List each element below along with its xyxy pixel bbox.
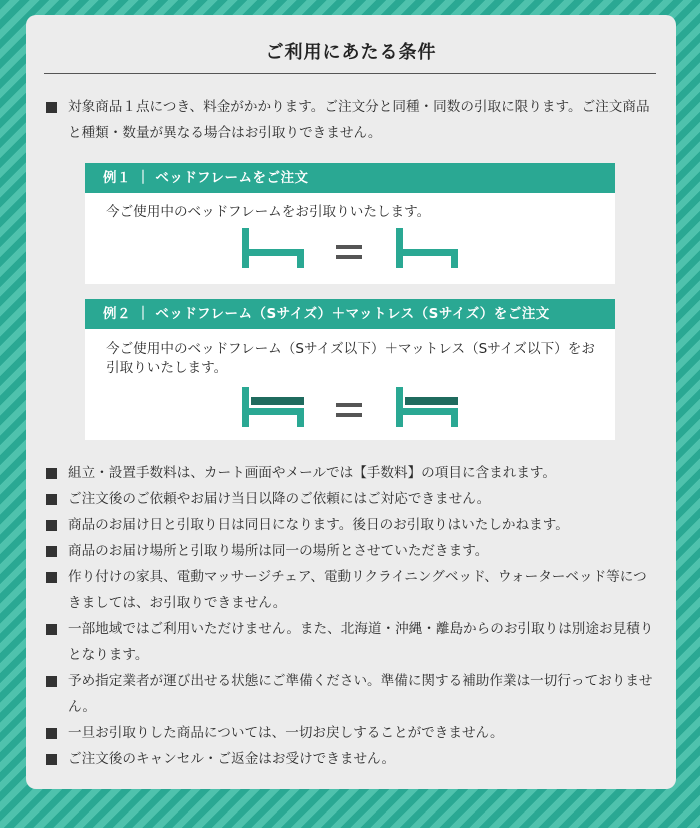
bed-frame-icon (242, 228, 304, 268)
square-bullet-icon (46, 728, 57, 739)
equals-icon (336, 245, 362, 265)
list-item: ご注文後のキャンセル・ご返金はお受けできません。 (46, 746, 658, 772)
square-bullet-icon (46, 102, 57, 113)
square-bullet-icon (46, 546, 57, 557)
bed-frame-icon (396, 228, 458, 268)
decorative-stripe-band (0, 812, 700, 828)
list-item: 作り付けの家具、電動マッサージチェア、電動リクライニングベッド、ウォーターベッド等につきましては、お引取りできません。 (46, 564, 658, 616)
conditions-card (26, 15, 676, 789)
list-item: 一部地域ではご利用いただけません。また、北海道・沖縄・離島からのお引取りは別途お見積りとなります。 (46, 616, 658, 668)
equals-icon (336, 403, 362, 423)
square-bullet-icon (46, 676, 57, 687)
list-item: ご注文後のご依頼やお届け当日以降のご依頼にはご対応できません。 (46, 486, 658, 512)
square-bullet-icon (46, 520, 57, 531)
bed-with-mattress-icon (242, 387, 304, 427)
example-1-heading: 例１ ｜ ベッドフレームをご注文 (85, 163, 615, 193)
example-2-description: 今ご使用中のベッドフレーム（Sサイズ以下）＋マットレス（Sサイズ以下）をお引取りいたします。 (106, 341, 595, 376)
example-1-description: 今ご使用中のベッドフレームをお引取りいたします。 (106, 204, 431, 220)
list-item: 一旦お引取りした商品については、一切お戻しすることができません。 (46, 720, 658, 746)
square-bullet-icon (46, 572, 57, 583)
square-bullet-icon (46, 624, 57, 635)
list-item: 予め指定業者が運び出せる状態にご準備ください。準備に関する補助作業は一切行っておりません。 (46, 668, 658, 720)
list-item: 商品のお届け日と引取り日は同日になります。後日のお引取りはいたしかねます。 (46, 512, 658, 538)
bed-with-mattress-icon (396, 387, 458, 427)
square-bullet-icon (46, 754, 57, 765)
list-item: 対象商品１点につき、料金がかかります。ご注文分と同種・同数の引取に限ります。ご注文商品と種類・数量が異なる場合はお引取りできません。 (46, 94, 658, 146)
title-divider (44, 73, 656, 74)
square-bullet-icon (46, 468, 57, 479)
list-item: 商品のお届け場所と引取り場所は同一の場所とさせていただきます。 (46, 538, 658, 564)
example-1-box (85, 163, 615, 284)
example-2-box (85, 299, 615, 440)
list-item: 組立・設置手数料は、カート画面やメールでは【手数料】の項目に含まれます。 (46, 460, 658, 486)
example-2-heading: 例２ ｜ ベッドフレーム（Sサイズ）＋マットレス（Sサイズ）をご注文 (85, 299, 615, 329)
square-bullet-icon (46, 494, 57, 505)
page-title: ご利用にあたる条件 (265, 42, 437, 63)
